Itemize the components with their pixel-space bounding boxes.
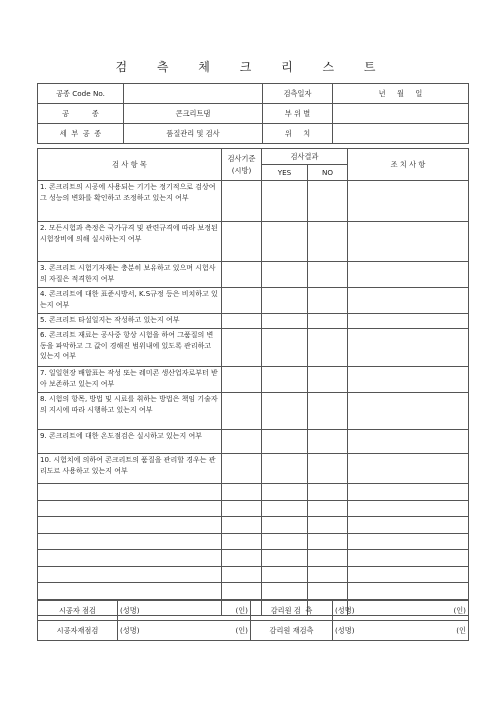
empty-cell[interactable]	[308, 583, 348, 600]
empty-cell[interactable]	[348, 517, 469, 534]
empty-cell[interactable]	[222, 566, 262, 583]
no-cell[interactable]	[308, 314, 348, 329]
no-cell[interactable]	[308, 222, 348, 262]
empty-cell[interactable]	[262, 550, 308, 567]
table-row	[38, 288, 469, 314]
table-row-empty	[38, 583, 469, 600]
table-row-empty	[38, 566, 469, 583]
action-cell[interactable]	[348, 329, 469, 367]
header-action: 조 치 사 항	[348, 149, 469, 181]
empty-cell[interactable]	[262, 517, 308, 534]
no-cell[interactable]	[308, 181, 348, 222]
empty-cell[interactable]	[308, 533, 348, 550]
empty-cell[interactable]	[348, 583, 469, 600]
basis-cell[interactable]	[222, 329, 262, 367]
basis-cell[interactable]	[222, 288, 262, 314]
header-item: 검 사 항 목	[38, 149, 222, 181]
basis-cell[interactable]	[222, 367, 262, 393]
contractor-check-label: 시공자 점검	[38, 601, 118, 621]
header-result: 검사결과	[262, 149, 348, 165]
empty-cell[interactable]	[308, 517, 348, 534]
empty-cell[interactable]	[262, 566, 308, 583]
supervisor-recheck-sign[interactable]	[333, 621, 469, 641]
supervisor-recheck-label: 감리원 재검측	[251, 621, 333, 641]
basis-cell[interactable]	[222, 393, 262, 430]
empty-cell[interactable]	[222, 517, 262, 534]
empty-cell[interactable]	[38, 517, 222, 534]
code-label: 공종 Code No.	[38, 84, 124, 104]
supervisor-check-sign[interactable]	[333, 601, 469, 621]
action-cell[interactable]	[348, 288, 469, 314]
action-cell[interactable]	[348, 393, 469, 430]
action-cell[interactable]	[348, 262, 469, 288]
check-item-9: 9. 콘크리트에 대한 온도점검은 실시하고 있는지 여부	[38, 430, 222, 454]
action-cell[interactable]	[348, 222, 469, 262]
contractor-check-sign[interactable]	[118, 601, 251, 621]
yes-cell[interactable]	[262, 288, 308, 314]
no-cell[interactable]	[308, 262, 348, 288]
empty-cell[interactable]	[38, 566, 222, 583]
empty-cell[interactable]	[308, 484, 348, 501]
seal-label: (인)	[453, 605, 466, 615]
action-cell[interactable]	[348, 314, 469, 329]
seal-label: (인)	[235, 625, 248, 635]
action-cell[interactable]	[348, 367, 469, 393]
empty-cell[interactable]	[38, 533, 222, 550]
empty-cell[interactable]	[348, 533, 469, 550]
no-cell[interactable]	[308, 288, 348, 314]
action-cell[interactable]	[348, 181, 469, 222]
page-title: 검 측 체 크 리 스 트	[115, 60, 389, 74]
yes-cell[interactable]	[262, 367, 308, 393]
empty-cell[interactable]	[38, 500, 222, 517]
empty-cell[interactable]	[308, 500, 348, 517]
detail-label: 세 부 공 종	[38, 124, 124, 144]
table-row	[38, 262, 469, 288]
info-row-code	[38, 84, 469, 104]
table-row	[38, 367, 469, 393]
seal-label: (인	[456, 625, 466, 635]
yes-cell[interactable]	[262, 262, 308, 288]
check-item-7: 7. 일일현장 배합표는 작성 또는 레미콘 생산업자로부터 받아 보존하고 있는지 여부	[38, 367, 222, 393]
empty-cell[interactable]	[222, 550, 262, 567]
no-cell[interactable]	[308, 430, 348, 454]
name-label: (성명)	[335, 605, 355, 615]
table-row	[38, 454, 469, 484]
empty-cell[interactable]	[222, 533, 262, 550]
yes-cell[interactable]	[262, 430, 308, 454]
table-row-empty	[38, 533, 469, 550]
empty-cell[interactable]	[222, 484, 262, 501]
empty-cell[interactable]	[348, 550, 469, 567]
check-item-1: 1. 콘크리트의 시공에 사용되는 기기는 정기적으로 검상여 그 성능의 변화를 확인하고 조정하고 있는지 여부	[38, 181, 222, 222]
empty-cell[interactable]	[348, 566, 469, 583]
action-cell[interactable]	[348, 430, 469, 454]
name-label: (성명)	[120, 625, 140, 635]
check-item-2: 2. 모든시험과 측정은 국가규격 및 관련규격에 따라 보정된 시험장비에 의해 실시하는지 여부	[38, 222, 222, 262]
yes-cell[interactable]	[262, 329, 308, 367]
table-row	[38, 181, 469, 222]
empty-cell[interactable]	[262, 533, 308, 550]
basis-cell[interactable]	[222, 222, 262, 262]
yes-cell[interactable]	[262, 393, 308, 430]
empty-cell[interactable]	[348, 500, 469, 517]
empty-cell[interactable]	[308, 550, 348, 567]
no-cell[interactable]	[308, 329, 348, 367]
basis-cell[interactable]	[222, 430, 262, 454]
basis-cell[interactable]	[222, 314, 262, 329]
info-row-detail	[38, 124, 469, 144]
check-item-4: 4. 콘크리트에 대한 표준시방서, K.S규정 등은 비치하고 있는지 여부	[38, 288, 222, 314]
empty-cell[interactable]	[262, 583, 308, 600]
basis-cell[interactable]	[222, 454, 262, 484]
table-row	[38, 430, 469, 454]
check-item-10: 10. 시험치에 의하여 콘크리트의 품질을 관리할 경우는 관리도르 사용하고 있는지 여부	[38, 454, 222, 484]
yes-cell[interactable]	[262, 181, 308, 222]
signature-row-1	[38, 601, 469, 621]
table-row-empty	[38, 500, 469, 517]
basis-cell[interactable]	[222, 262, 262, 288]
date-label: 검측일자	[263, 84, 333, 104]
table-row	[38, 393, 469, 430]
work-value[interactable]: 콘크리트댐	[124, 104, 263, 124]
empty-cell[interactable]	[38, 550, 222, 567]
empty-cell[interactable]	[222, 500, 262, 517]
contractor-recheck-sign[interactable]	[118, 621, 251, 641]
table-row	[38, 329, 469, 367]
location-value[interactable]	[333, 124, 469, 144]
yes-cell[interactable]	[262, 454, 308, 484]
name-label: (성명)	[335, 625, 355, 635]
header-yes: YES	[262, 165, 308, 181]
table-row	[38, 222, 469, 262]
no-cell[interactable]	[308, 454, 348, 484]
supervisor-check-label: 감리원 검 측	[251, 601, 333, 621]
location-label: 위 치	[263, 124, 333, 144]
check-item-5: 5. 콘크리트 타설일지는 작성하고 있는지 여부	[38, 314, 222, 329]
work-label: 공 종	[38, 104, 124, 124]
basis-cell[interactable]	[222, 181, 262, 222]
empty-cell[interactable]	[38, 484, 222, 501]
date-value[interactable]: 년 월 일	[333, 84, 469, 104]
header-basis: 검사기준 (시방)	[222, 149, 262, 181]
seal-label: (인)	[235, 605, 248, 615]
signature-table	[37, 600, 469, 641]
detail-value[interactable]: 품질관리 및 검사	[124, 124, 263, 144]
empty-cell[interactable]	[262, 484, 308, 501]
checklist-table	[37, 148, 469, 616]
action-cell[interactable]	[348, 454, 469, 484]
table-row	[38, 314, 469, 329]
empty-cell[interactable]	[262, 500, 308, 517]
yes-cell[interactable]	[262, 222, 308, 262]
signature-row-2	[38, 621, 469, 641]
contractor-recheck-label: 시공자재점검	[38, 621, 118, 641]
header-no: NO	[308, 165, 348, 181]
name-label: (성명)	[120, 605, 140, 615]
info-row-work	[38, 104, 469, 124]
part-label: 부 위 별	[263, 104, 333, 124]
yes-cell[interactable]	[262, 314, 308, 329]
part-value[interactable]	[333, 104, 469, 124]
check-item-3: 3. 콘크리트 시험기자재는 충분히 보유하고 있으며 시험사의 자질은 적격한지 여부	[38, 262, 222, 288]
table-row-empty	[38, 550, 469, 567]
empty-cell[interactable]	[222, 583, 262, 600]
code-value[interactable]	[124, 84, 263, 104]
table-row-empty	[38, 484, 469, 501]
empty-cell[interactable]	[348, 484, 469, 501]
info-table	[37, 83, 469, 144]
table-row-empty	[38, 517, 469, 534]
no-cell[interactable]	[308, 367, 348, 393]
header-row-1	[38, 149, 469, 165]
no-cell[interactable]	[308, 393, 348, 430]
check-item-8: 8. 시험의 항목, 방법 및 시료를 취하는 방법은 책임 기술자의 지시에 따라 시행하고 있는지 여부	[38, 393, 222, 430]
empty-cell[interactable]	[308, 566, 348, 583]
empty-cell[interactable]	[38, 583, 222, 600]
check-item-6: 6. 콘크리트 재료는 공사중 항상 시험을 하여 그품질의 변동을 파악하고 그 값이 경해진 범위내에 있도록 관리하고 있는지 여부	[38, 329, 222, 367]
